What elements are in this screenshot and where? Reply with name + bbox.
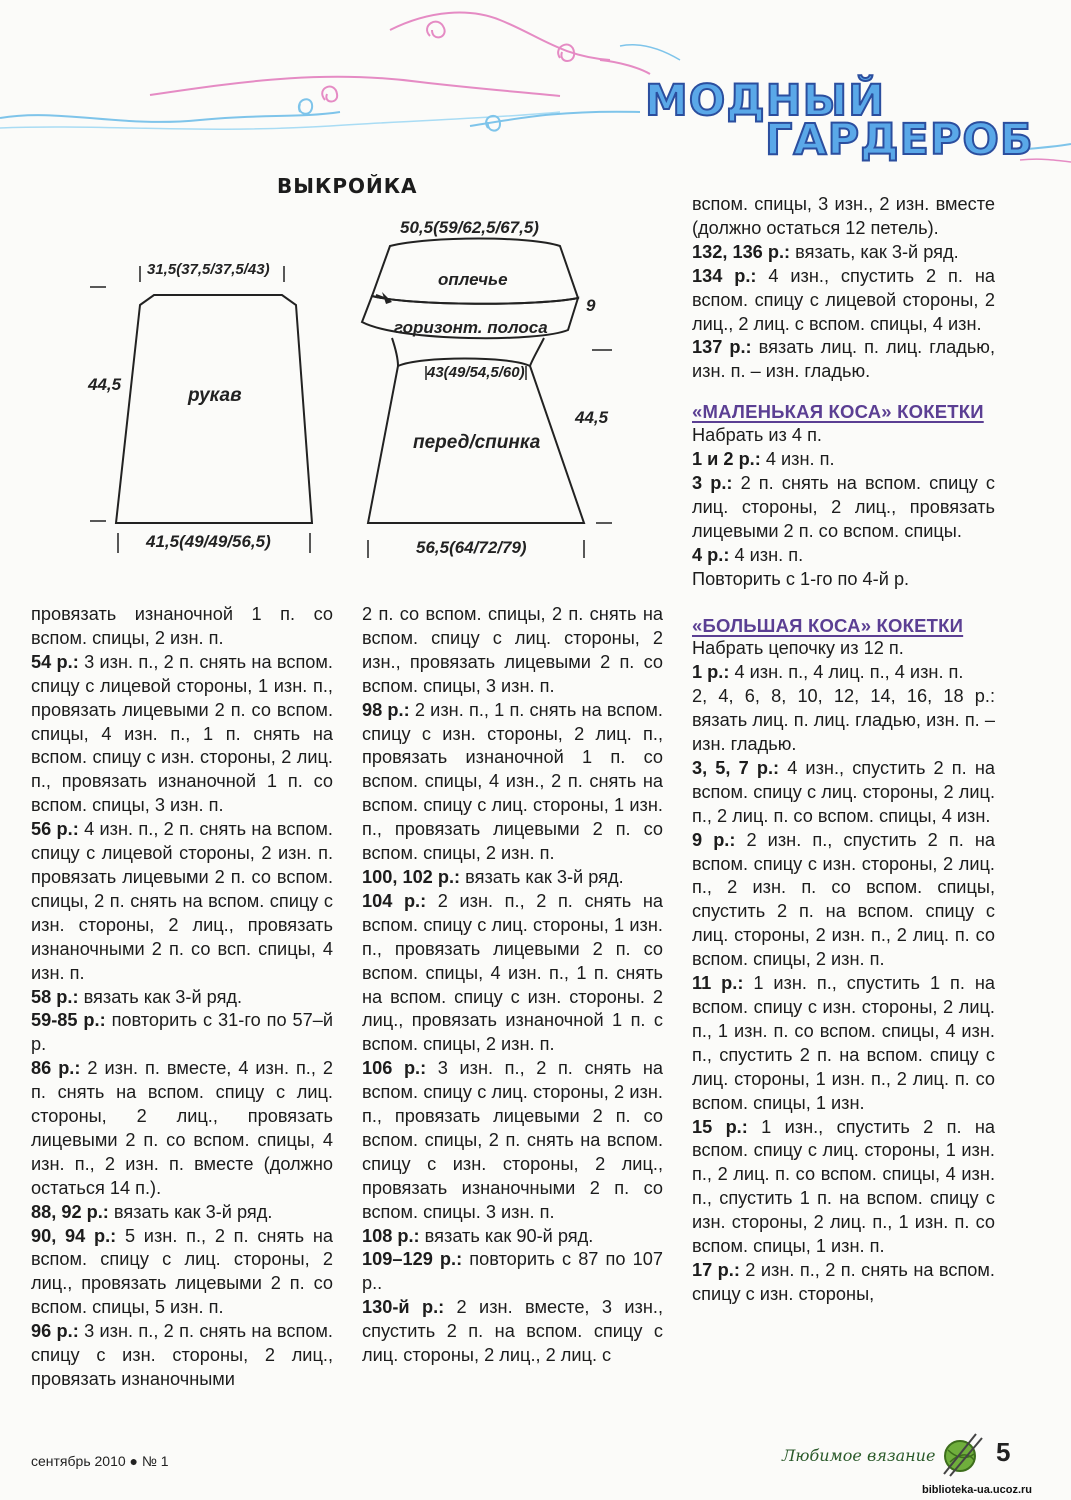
col1-paragraph [31, 1009, 333, 1057]
issue-date: сентябрь 2010 ● № 1 [31, 1453, 169, 1469]
row-number: 54 р.: [31, 651, 79, 672]
row-number: 86 р.: [31, 1058, 81, 1079]
big-braid-paragraph [692, 829, 995, 972]
row-number: 96 р.: [31, 1321, 79, 1342]
row-number: 90, 94 р.: [31, 1225, 117, 1246]
col2-paragraph [362, 1225, 663, 1249]
big-braid-paragraph [692, 661, 995, 685]
big-braid-paragraph [692, 1116, 995, 1259]
instruction-text: 2, 4, 6, 8, 10, 12, 14, 16, 18 р.: вязать лиц. п. лиц. гладью, изн. п. – изн. гладью. [692, 686, 995, 755]
instruction-text: Повторить с 1-го по 4-й р. [692, 568, 910, 589]
small-braid-paragraph [692, 448, 995, 472]
small-braid-title: «МАЛЕНЬКАЯ КОСА» КОКЕТКИ [692, 401, 984, 423]
sleeve-top-width: 31,5(37,5/37,5/43) [147, 261, 270, 278]
col2-paragraph [362, 699, 663, 866]
instruction-text: вязать лиц. п. лиц. гладью, изн. п. – изн. гладью. [692, 337, 995, 382]
magazine-brand: Любимое вязание [782, 1446, 936, 1465]
instruction-text: 1 изн. п., спустить 1 п. на вспом. спицу с изн. стороны, 2 лиц. п., 1 изн. п. со вспом. спицы, 4 изн. п., спустить 2 п. на вспом. спицу с лиц. стороны, 1 изн. п., 2 лиц. п. со вспом. спицы, 1 изн. [692, 973, 996, 1113]
col2-paragraph [362, 890, 663, 1057]
row-number: 1 р.: [692, 662, 730, 683]
sleeve-label: рукав [188, 385, 242, 406]
pattern-diagram [0, 170, 670, 590]
small-braid-paragraph [692, 472, 995, 544]
sleeve-shape [116, 295, 312, 523]
band-label: горизонт. полоса [394, 318, 548, 337]
instruction-text: повторить с 31-го по 57–й р. [31, 1010, 333, 1055]
col3-paragraph [692, 193, 995, 241]
col1-paragraph [31, 1225, 333, 1321]
col3-paragraph [692, 241, 995, 265]
diagram-title: ВЫКРОЙКА [277, 174, 418, 198]
row-number: 3, 5, 7 р.: [692, 757, 780, 778]
row-number: 106 р.: [362, 1058, 427, 1079]
big-braid-paragraph [692, 1259, 995, 1307]
band-height: 9 [586, 296, 596, 315]
heading-line-1: МОДНЫЙ [645, 76, 886, 126]
instruction-text: 5 изн. п., 2 п. снять на вспом. спицу с лиц. стороны, 2 лиц., провязать лицевыми 2 п. со вспом. спицы, 5 изн. п. [31, 1225, 333, 1318]
page-number: 5 [996, 1437, 1011, 1467]
instruction-text: 4 изн. п. [729, 544, 804, 565]
instruction-text: 2 изн. п., 2 п. снять на вспом. спицу с лиц. стороны, 1 изн. п., провязать лицевыми 2 п. со вспом. спицы, 4 изн. п., 1 п. снять на вспом. спицу с изн. стороны. 2 лиц., провязать изнаночной 1 п. с вспом. спицы, 2 изн. п. [362, 890, 663, 1055]
row-number: 58 р.: [31, 986, 79, 1007]
instruction-text: вязать как 3-й ряд. [108, 1201, 273, 1222]
instruction-text: 4 изн. п., 4 лиц. п., 4 изн. п. [729, 662, 964, 683]
instruction-text: 3 изн. п., 2 п. снять на вспом. спицу с лицевой стороны, 1 изн. п., провязать лицевыми 2 п. со вспом. спицы, 4 изн. п., 1 п. снять на вспом. спицу с изн. стороны, 2 лиц. п., провязать изнаночной 1 п. со вспом. спицы, 3 изн. п. [31, 651, 333, 816]
instruction-text: вязать, как 3-й ряд. [790, 241, 959, 262]
instruction-text: Набрать цепочку из 12 п. [692, 638, 904, 659]
instruction-text: 3 изн. п., 2 п. снять на вспом. спицу с изн. стороны, 2 лиц., провязать изнаночными [31, 1321, 333, 1389]
instruction-text: 2 п. со вспом. спицы, 2 п. снять на вспом. спицу с лиц. стороны, 2 изн., провязать лицевыми 2 п. со вспом. спицы, 3 изн. п. [362, 604, 663, 696]
row-number: 132, 136 р.: [692, 241, 791, 262]
source-url: biblioteka-ua.ucoz.ru [922, 1484, 1033, 1496]
instruction-text: 2 п. снять на вспом. спицу с лиц. стороны, 2 лиц., провязать лицевыми 2 п. со вспом. спицы. [692, 472, 995, 541]
text-column-2 [362, 603, 663, 1368]
row-number: 4 р.: [692, 544, 730, 565]
col1-paragraph [31, 1057, 333, 1200]
small-braid-paragraph [692, 568, 995, 592]
col3-paragraph [692, 336, 995, 384]
row-number: 15 р.: [692, 1116, 748, 1137]
row-number: 137 р.: [692, 337, 752, 358]
instruction-text: 4 изн., спустить 2 п. на вспом. спицу с лицевой стороны, 2 лиц., 2 лиц. с вспом. спицы, 4 изн. [692, 265, 995, 334]
col2-paragraph [362, 1248, 663, 1296]
row-number: 59-85 р.: [31, 1010, 106, 1031]
instruction-text: Набрать из 4 п. [692, 425, 822, 446]
text-column-1 [31, 603, 333, 1392]
row-number: 100, 102 р.: [362, 866, 461, 887]
sleeve-height: 44,5 [88, 375, 122, 394]
col1-paragraph [31, 1201, 333, 1225]
col2-paragraph [362, 1296, 663, 1368]
col3-paragraph [692, 265, 995, 337]
row-number: 3 р.: [692, 472, 733, 493]
yoke-top-width: 50,5(59/62,5/67,5) [400, 218, 539, 237]
row-number: 88, 92 р.: [31, 1201, 109, 1222]
col1-paragraph [31, 603, 333, 651]
col3-intro [692, 193, 995, 384]
row-number: 9 р.: [692, 829, 736, 850]
row-number: 11 р.: [692, 973, 744, 994]
row-number: 130-й р.: [362, 1297, 445, 1318]
yarn-ball-icon [940, 1430, 984, 1478]
col1-paragraph [31, 1320, 333, 1392]
row-number: 134 р.: [692, 265, 757, 286]
small-braid-paragraph [692, 544, 995, 568]
row-number: 108 р.: [362, 1225, 420, 1246]
row-number: 109–129 р.: [362, 1249, 463, 1270]
row-number: 104 р.: [362, 890, 427, 911]
body-height: 44,5 [575, 408, 609, 427]
instruction-text: вязать как 3-й ряд. [78, 986, 243, 1007]
instruction-text: 2 изн. п., 2 п. снять на вспом. спицу с изн. стороны, [692, 1259, 995, 1304]
heading-line-2: ГАРДЕРОБ [765, 115, 1034, 165]
col1-paragraph [31, 986, 333, 1010]
waist-width: 43(49/54,5/60) [427, 364, 525, 381]
body-label: перед/спинка [413, 432, 541, 453]
instruction-text: 4 изн. п., 2 п. снять на вспом. спицу с лицевой стороны, 2 изн. п. провязать лицевыми 2 п. со вспом. спицы, 2 п. снять на вспом. спицу с изн. стороны, 2 лиц., провязать изнаночными 2 п. со всп. спицы, 4 изн. п. [31, 819, 333, 983]
instruction-text: вязать как 3-й ряд. [460, 866, 624, 887]
instruction-text: провязать изнаночной 1 п. со вспом. спицы, 2 изн. п. [31, 604, 333, 648]
big-braid-paragraph [692, 972, 995, 1115]
big-braid-paragraph [692, 685, 995, 757]
big-braid-instructions [692, 637, 995, 1306]
instruction-text: 2 изн. вместе, 3 изн., спустить 2 п. на вспом. спицу с лиц. стороны, 2 лиц., 2 лиц. с [362, 1297, 663, 1366]
col2-paragraph [362, 866, 663, 890]
col1-paragraph [31, 651, 333, 818]
big-braid-paragraph [692, 757, 995, 829]
instruction-text: 3 изн. п., 2 п. снять на вспом. спицу с лиц. стороны, 2 изн. п., провязать лицевыми 2 п. со вспом. спицы, 2 п. снять на вспом. спицу с изн. стороны, 2 лиц., провязать изнаночными 2 п. со вспом. спицы. 3 изн. п. [362, 1058, 663, 1222]
big-braid-title: «БОЛЬШАЯ КОСА» КОКЕТКИ [692, 614, 964, 636]
instruction-text: 4 изн., спустить 2 п. на вспом. спицу с лиц. стороны, 2 лиц. п., 2 лиц. п. со вспом. спицы, 4 изн. [692, 757, 995, 826]
big-braid-paragraph [692, 637, 995, 661]
sleeve-bottom-width: 41,5(49/49/56,5) [146, 532, 271, 551]
col1-paragraph [31, 818, 333, 985]
instruction-text: вспом. спицы, 3 изн., 2 изн. вместе (должно остаться 12 петель). [692, 194, 995, 238]
body-bottom-width: 56,5(64/72/79) [416, 538, 527, 557]
row-number: 1 и 2 р.: [692, 449, 761, 470]
instruction-text: 1 изн., спустить 2 п. на вспом. спицу с лиц. стороны, 1 изн. п., 2 лиц. п. со вспом. спицы, 4 изн. п., спустить 1 п. на вспом. спицу с изн. стороны, 2 лиц. п., 1 изн. п. со вспом. спицы, 1 изн. п. [692, 1116, 995, 1257]
yoke-label: оплечье [438, 270, 508, 289]
small-braid-paragraph [692, 424, 995, 448]
instruction-text: 4 изн. п. [760, 449, 835, 470]
col2-paragraph [362, 1057, 663, 1224]
instruction-text: вязать как 90-й ряд. [419, 1225, 594, 1246]
col2-paragraph [362, 603, 663, 699]
row-number: 56 р.: [31, 819, 79, 840]
instruction-text: 2 изн. п., спустить 2 п. на вспом. спицу с изн. стороны, 2 лиц. п., 2 изн. п. со вспом. спицы, спустить 2 п. на вспом. спицу с лиц. стороны, 2 изн. п., 2 лиц. п. со вспом. спицы, 2 изн. п. [692, 829, 996, 970]
row-number: 98 р.: [362, 699, 410, 720]
instruction-text: 2 изн. п., 1 п. снять на вспом. спицу с изн. стороны, 2 лиц. п., провязать изнаночной 1 п. со вспом. спицы, 4 изн., 2 п. снять на вспом. спицу с лиц. стороны, 1 изн. п., провязать лицевыми 2 п. со вспом. спицы, 2 изн. п. [362, 699, 663, 864]
small-braid-instructions [692, 424, 995, 591]
instruction-text: повторить с 87 по 107 р.. [362, 1249, 663, 1294]
row-number: 17 р.: [692, 1259, 740, 1280]
text-column-3 [692, 193, 995, 1307]
instruction-text: 2 изн. п. вместе, 4 изн. п., 2 п. снять на вспом. спицу с лиц. стороны, 2 лиц., провязать лицевыми 2 п. со вспом. спицы, 4 изн. п., 2 изн. п. вместе (должно остаться 14 п.). [31, 1058, 333, 1198]
